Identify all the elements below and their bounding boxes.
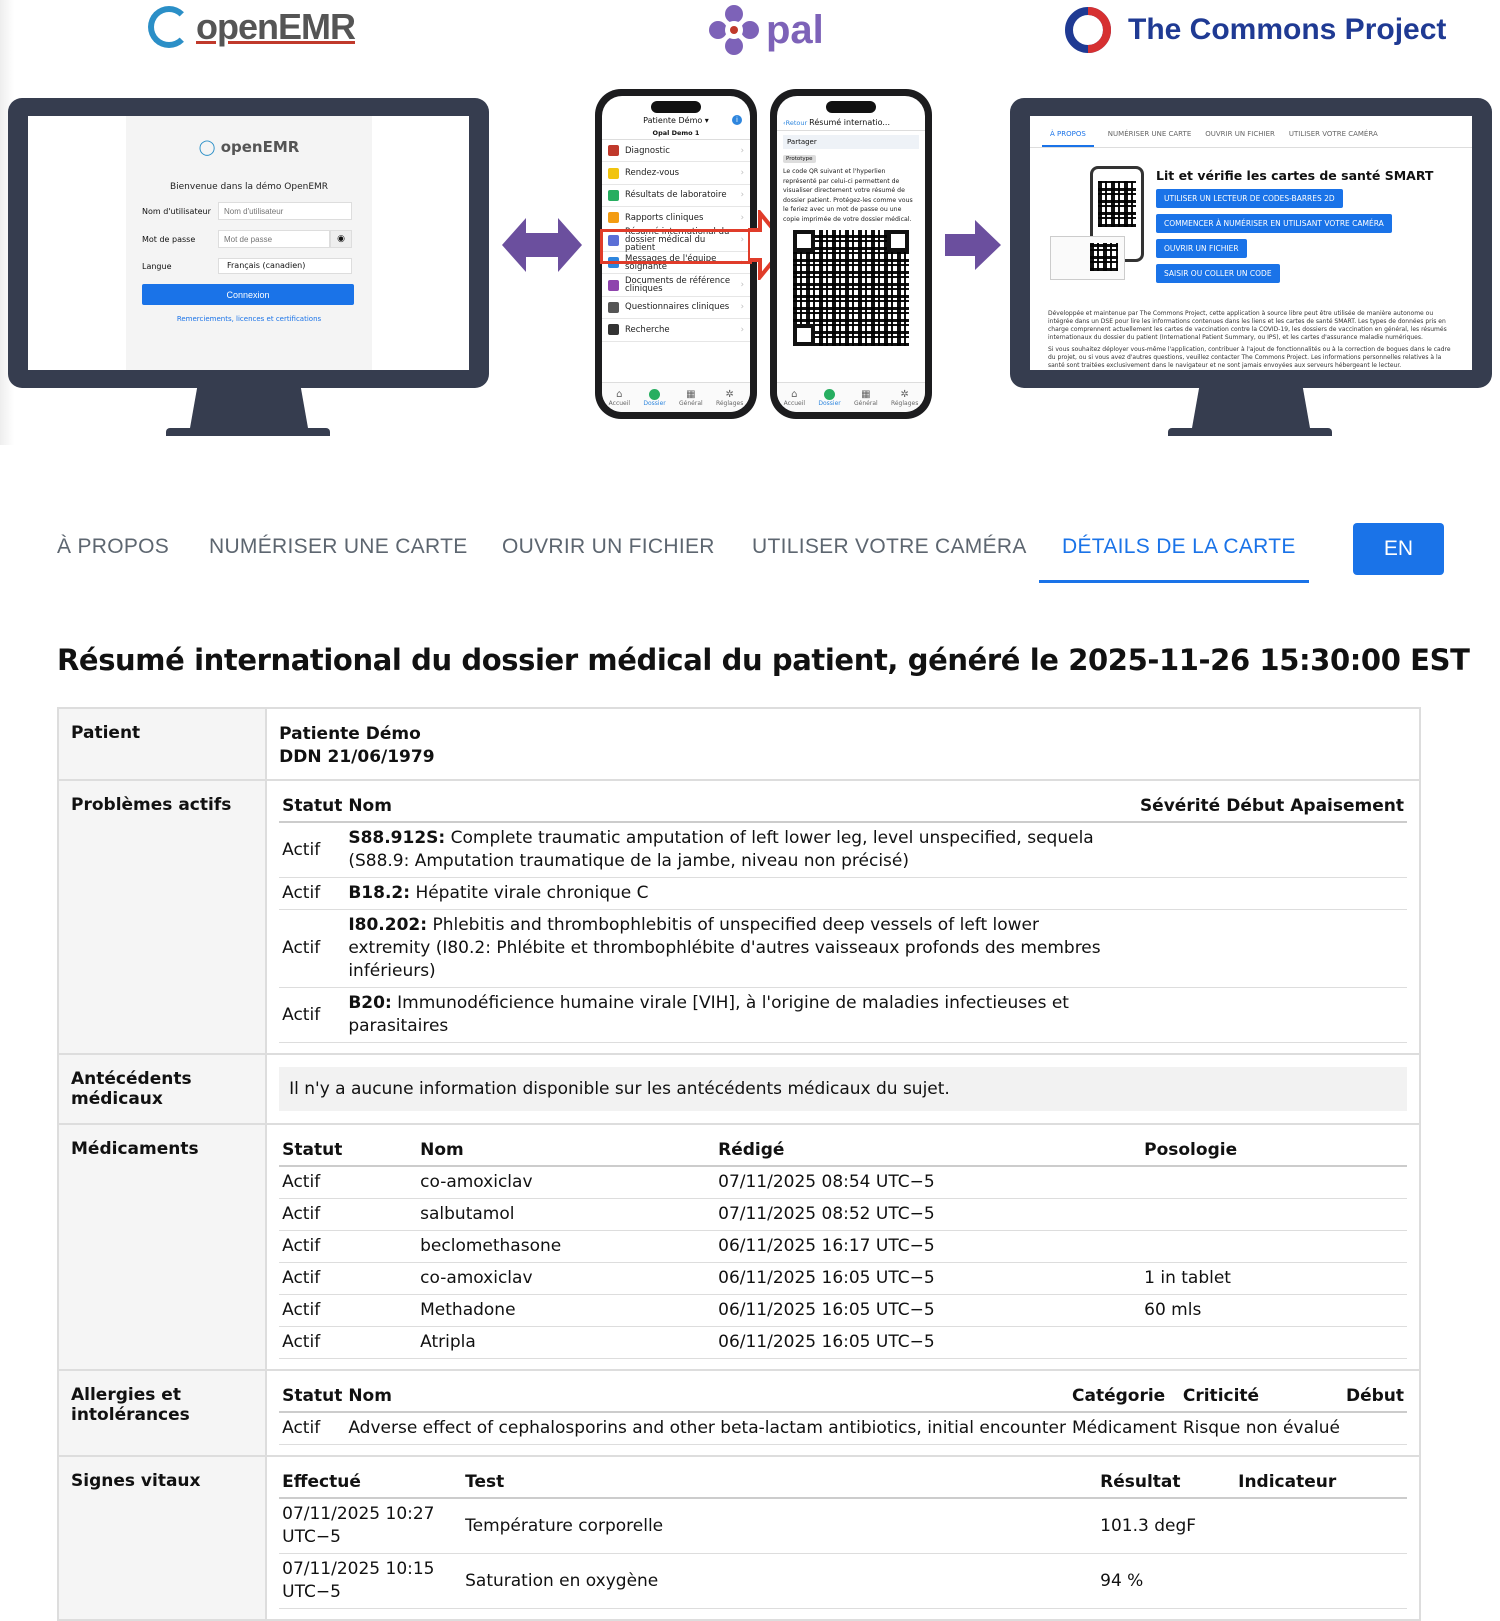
clipboard-icon	[608, 302, 619, 313]
col-result: Résultat	[1097, 1467, 1235, 1498]
allergies-value	[266, 1370, 1420, 1456]
vital-flag-cell	[1235, 1554, 1407, 1609]
page-title: Résumé international du dossier médical du patient, généré le 2025-11-26 15:30:00 EST	[57, 643, 1470, 677]
allergies-table	[279, 1381, 1407, 1445]
openemr-ring-icon	[148, 6, 190, 48]
prototype-badge: Prototype	[783, 155, 816, 163]
table-row	[279, 1263, 1407, 1295]
table-row	[279, 1498, 1407, 1554]
tab-home[interactable]: ⌂ Accueil	[608, 388, 631, 407]
grid-icon: ▦	[686, 388, 696, 400]
tab-about[interactable]: À PROPOS	[57, 535, 170, 558]
openemr-language-row	[142, 258, 372, 274]
allergy-category-cell: Médicament	[1069, 1412, 1180, 1445]
stethoscope-icon	[608, 145, 619, 156]
vital-flag-cell	[1235, 1498, 1407, 1554]
table-row	[279, 1412, 1407, 1445]
chevron-right-icon: ›	[740, 324, 744, 335]
gear-icon: ✲	[900, 388, 909, 400]
openemr-username-input[interactable]	[218, 202, 352, 220]
vitals-value	[266, 1456, 1420, 1620]
patient-row	[58, 708, 1420, 780]
share-button[interactable]: Partager	[783, 135, 919, 149]
chevron-right-icon: ›	[740, 302, 744, 313]
problems-row	[58, 780, 1420, 1054]
col-test: Test	[462, 1467, 1097, 1498]
med-dose-cell: 60 mls	[1141, 1295, 1407, 1327]
med-name-cell: Methadone	[417, 1295, 715, 1327]
active-tab-indicator	[1039, 580, 1309, 583]
med-name-cell: beclomethasone	[417, 1231, 715, 1263]
highlight-box	[600, 229, 752, 264]
opal-menu-label: Rendez-vous	[625, 168, 680, 179]
table-row	[279, 1231, 1407, 1263]
problem-description: Phlebitis and thrombophlebitis of unspecified deep vessels of left lower extremity (I80.2: Phlébite et thrombophlébite d'autres vaisseaux profonds des membres inférieurs)	[348, 915, 1101, 981]
problem-code: B18.2:	[348, 883, 411, 903]
commons-logo-text: The Commons Project	[1128, 13, 1447, 46]
openemr-username-label: Nom d'utilisateur	[142, 206, 211, 216]
commons-description: Développée et maintenue par The Commons Project, cette application à source libre peut être utilisée de manière autonome ou intégrée dans un DSE pour lire les informations contenues dans les liens et les cartes de santé SMART. Les types de données pris en charge comprennent actuellement les cartes de vaccination contre la COVID-19, les dossiers de vaccination en général, les résumés internationaux du dossier du patient (International Patient Summary, ou IPS), et les cartes d'assurance maladie numériques.	[1048, 310, 1447, 341]
opal-qr-header	[777, 118, 925, 131]
col-name: Nom	[345, 1381, 1069, 1412]
folder-icon	[608, 212, 619, 223]
col-flag: Indicateur	[1235, 1467, 1407, 1498]
col-dosage: Posologie	[1141, 1135, 1407, 1166]
med-date-cell: 06/11/2025 16:05 UTC−5	[715, 1295, 1141, 1327]
openemr-language-label: Langue	[142, 261, 172, 271]
open-file-button[interactable]: OUVRIR UN FICHIER	[1156, 239, 1247, 258]
status-cell: Actif	[279, 988, 345, 1043]
problem-code: I80.202:	[348, 915, 428, 935]
med-status-cell: Actif	[279, 1263, 417, 1295]
table-row	[279, 1199, 1407, 1231]
qr-finder	[887, 230, 909, 252]
chevron-right-icon: ›	[740, 212, 744, 223]
commons-hero	[1156, 168, 1433, 283]
openemr-password-row	[142, 230, 372, 248]
qr-finder	[793, 324, 815, 346]
chevron-right-icon: ›	[740, 190, 744, 201]
illustration-qr	[1098, 181, 1136, 227]
qr-code[interactable]	[793, 230, 909, 346]
med-name-cell: salbutamol	[417, 1199, 715, 1231]
opal-menu-item[interactable]	[602, 140, 750, 162]
openemr-login-panel	[126, 116, 372, 370]
top-banner	[0, 0, 1500, 445]
opal-qr-title: Résumé internatio...	[809, 118, 890, 127]
gear-icon: ✲	[725, 388, 734, 400]
medications-value	[266, 1124, 1420, 1370]
monitor-base-right	[1168, 428, 1332, 436]
opal-menu-item[interactable]	[602, 319, 750, 341]
chevron-right-icon: ›	[740, 145, 744, 156]
tab-settings[interactable]: ✲ Réglages	[890, 388, 919, 407]
allergies-row	[58, 1370, 1420, 1456]
openemr-username-row	[142, 202, 372, 220]
commons-screen	[1030, 116, 1472, 370]
problems-label: Problèmes actifs	[58, 780, 266, 1054]
med-dose-cell	[1141, 1327, 1407, 1359]
med-status-cell: Actif	[279, 1327, 417, 1359]
table-row	[279, 910, 1407, 988]
opal-subheader: Opal Demo 1	[602, 129, 750, 140]
col-status: Statut	[279, 1135, 417, 1166]
dossier-icon	[824, 389, 835, 400]
opal-tabbar	[777, 382, 925, 412]
chevron-right-icon: ›	[740, 235, 744, 246]
opal-menu-item[interactable]	[602, 185, 750, 207]
vitals-row	[58, 1456, 1420, 1620]
info-icon[interactable]: i	[732, 115, 742, 125]
opal-menu-label: Recherche	[625, 324, 670, 335]
problem-name-cell	[345, 910, 1407, 988]
opal-menu-item[interactable]	[602, 162, 750, 184]
openemr-login-logo: ◯ openEMR	[198, 138, 300, 156]
allergy-criticality-cell: Risque non évalué	[1180, 1412, 1343, 1445]
eye-icon[interactable]: ◉	[330, 230, 352, 248]
opal-menu-label: Résumé international du dossier médical du patient	[625, 227, 730, 254]
phone-notch	[826, 101, 876, 113]
table-row	[279, 878, 1407, 910]
openemr-logo	[148, 6, 355, 48]
home-icon: ⌂	[616, 388, 623, 400]
opal-phone-qr	[770, 89, 932, 419]
med-date-cell: 06/11/2025 16:17 UTC−5	[715, 1231, 1141, 1263]
col-onset: Début	[1223, 791, 1287, 822]
opal-menu-label: Diagnostic	[625, 145, 670, 156]
table-row	[279, 988, 1407, 1043]
patient-label: Patient	[58, 708, 266, 780]
opal-menu-label: Documents de référence cliniques	[625, 276, 731, 295]
vitals-table	[279, 1467, 1407, 1609]
small-tab-camera[interactable]: UTILISER VOTRE CAMÉRA	[1288, 130, 1378, 138]
vital-test-cell: Saturation en oxygène	[462, 1554, 1097, 1609]
openemr-welcome: Bienvenue dans la démo OpenEMR	[169, 182, 329, 192]
openemr-language-select[interactable]: Français (canadien)	[218, 258, 352, 274]
chevron-right-icon: ›	[740, 280, 744, 291]
table-row	[279, 1166, 1407, 1199]
allergies-label: Allergies et intolérances	[58, 1370, 266, 1456]
problem-name-cell	[345, 988, 1407, 1043]
medications-table	[279, 1135, 1407, 1359]
col-onset: Début	[1343, 1381, 1407, 1412]
home-icon: ⌂	[791, 388, 798, 400]
problem-code: S88.912S:	[348, 828, 446, 848]
openemr-password-input[interactable]	[218, 230, 330, 248]
opal-logo	[708, 4, 824, 56]
tab-dossier[interactable]: Dossier	[818, 389, 840, 407]
openemr-login-button[interactable]: Connexion	[142, 284, 354, 305]
table-row	[279, 1295, 1407, 1327]
opal-phone-qr-screen	[777, 96, 925, 412]
opal-menu-label: Résultats de laboratoire	[625, 190, 727, 201]
back-link[interactable]: ‹Retour	[783, 118, 808, 127]
tab-settings[interactable]: ✲ Réglages	[715, 388, 744, 407]
vital-result-cell: 101.3 degF	[1097, 1498, 1235, 1554]
openemr-monitor	[8, 98, 489, 388]
flask-icon	[608, 190, 619, 201]
col-category: Catégorie	[1069, 1381, 1180, 1412]
monitor-base-left	[166, 428, 330, 436]
main-tabs	[0, 520, 1500, 582]
opal-logo-text: pal	[766, 7, 824, 52]
ips-summary-table	[57, 707, 1421, 1621]
med-name-cell: Atripla	[417, 1327, 715, 1359]
table-row	[279, 822, 1407, 878]
small-tab-file[interactable]: OUVRIR UN FICHIER	[1205, 130, 1275, 138]
commons-small-tabs	[1030, 116, 1472, 148]
med-status-cell: Actif	[279, 1231, 417, 1263]
monitor-stand-left	[190, 388, 308, 428]
med-date-cell: 07/11/2025 08:52 UTC−5	[715, 1199, 1141, 1231]
illustration-qr	[1090, 243, 1118, 271]
openemr-logo-text: openEMR	[196, 6, 355, 47]
grid-icon: ▦	[861, 388, 871, 400]
calendar-icon	[608, 168, 619, 179]
problem-name-cell	[345, 878, 1407, 910]
tab-open-file[interactable]: OUVRIR UN FICHIER	[502, 535, 715, 558]
problems-value	[266, 780, 1420, 1054]
allergy-name-cell: Adverse effect of cephalosporins and other beta-lactam antibiotics, initial encounter	[345, 1412, 1069, 1445]
opal-tabbar	[602, 382, 750, 412]
col-name: Nom	[417, 1135, 715, 1166]
commons-heading: Lit et vérifie les cartes de santé SMART	[1156, 168, 1434, 183]
col-severity: Sévérité	[1137, 791, 1223, 822]
problems-table	[279, 791, 1407, 1043]
problem-name-cell	[345, 822, 1407, 878]
opal-patient-selector[interactable]: Patiente Démo ▾	[643, 116, 709, 125]
col-abatement: Apaisement	[1287, 791, 1407, 822]
vital-date-cell: 07/11/2025 10:15 UTC−5	[279, 1554, 462, 1609]
col-written: Rédigé	[715, 1135, 1141, 1166]
right-arrow-icon	[945, 220, 1001, 270]
history-row	[58, 1054, 1420, 1124]
opal-menu-label: Rapports cliniques	[625, 212, 704, 223]
tab-use-camera[interactable]: UTILISER VOTRE CAMÉRA	[752, 535, 1027, 558]
small-tab-about[interactable]: À PROPOS	[1042, 130, 1094, 147]
med-dose-cell	[1141, 1166, 1407, 1199]
commons-ring-icon	[1064, 6, 1112, 54]
opal-qr-description: Le code QR suivant et l'hyperlien représenté par celui-ci permettent de visualiser directement votre résumé de dossier patient. Protégez-les comme vous le feriez avec un mot de passe ou une copie imprimée de votre dossier médical.	[783, 168, 913, 223]
vital-date-cell: 07/11/2025 10:27 UTC−5	[279, 1498, 462, 1554]
vitals-label: Signes vitaux	[58, 1456, 266, 1620]
history-value	[266, 1054, 1420, 1124]
patient-value	[266, 708, 1420, 780]
microscope-icon	[608, 324, 619, 335]
openemr-login-ring-icon: ◯	[198, 138, 216, 156]
barcode-reader-button[interactable]: UTILISER UN LECTEUR DE CODES-BARRES 2D	[1156, 189, 1343, 208]
tab-card-details[interactable]: DÉTAILS DE LA CARTE	[1062, 535, 1296, 558]
double-arrow-icon	[502, 218, 582, 272]
med-status-cell: Actif	[279, 1199, 417, 1231]
start-camera-button[interactable]: COMMENCER À NUMÉRISER EN UTILISANT VOTRE CAMÉRA	[1156, 214, 1392, 233]
medications-row	[58, 1124, 1420, 1370]
chevron-right-icon: ›	[740, 257, 744, 268]
commons-logo	[1064, 6, 1446, 54]
chevron-left-icon: ‹	[783, 118, 786, 127]
tab-scan-card[interactable]: NUMÉRISER UNE CARTE	[209, 535, 468, 558]
openemr-screen	[28, 116, 469, 370]
col-name: Nom	[345, 791, 1137, 822]
problem-description: Immunodéficience humaine virale [VIH], à l'origine de maladies infectieuses et parasitaires	[348, 993, 1069, 1036]
commons-buttons	[1156, 183, 1433, 283]
tab-home[interactable]: ⌂ Accueil	[783, 388, 806, 407]
tab-general[interactable]: ▦ Général	[854, 388, 878, 407]
col-status: Statut	[279, 1381, 345, 1412]
commons-monitor	[1010, 98, 1492, 388]
book-icon	[608, 280, 619, 291]
col-performed: Effectué	[279, 1467, 462, 1498]
tab-dossier[interactable]: Dossier	[643, 389, 665, 407]
dossier-icon	[649, 389, 660, 400]
vital-test-cell: Température corporelle	[462, 1498, 1097, 1554]
tab-general[interactable]: ▦ Général	[679, 388, 703, 407]
med-name-cell: co-amoxiclav	[417, 1263, 715, 1295]
table-row	[279, 1554, 1407, 1609]
med-date-cell: 06/11/2025 16:05 UTC−5	[715, 1327, 1141, 1359]
language-toggle-button[interactable]: EN	[1353, 523, 1444, 575]
card-illustration	[1050, 236, 1125, 280]
paste-code-button[interactable]: SAISIR OU COLLER UN CODE	[1156, 264, 1280, 283]
col-status: Statut	[279, 791, 345, 822]
history-empty-message: Il n'y a aucune information disponible sur les antécédents médicaux du sujet.	[279, 1067, 1407, 1111]
history-label: Antécédents médicaux	[58, 1054, 266, 1124]
med-date-cell: 07/11/2025 08:54 UTC−5	[715, 1166, 1141, 1199]
medications-label: Médicaments	[58, 1124, 266, 1370]
med-dose-cell	[1141, 1199, 1407, 1231]
problem-description: Hépatite virale chronique C	[415, 883, 649, 903]
opal-menu-label: Messages de l'équipe soignante	[625, 253, 717, 272]
med-name-cell: co-amoxiclav	[417, 1166, 715, 1199]
status-cell: Actif	[279, 910, 345, 988]
phone-notch	[651, 101, 701, 113]
opal-menu-item[interactable]	[602, 274, 750, 296]
monitor-stand-right	[1192, 388, 1310, 428]
opal-menu-label: Questionnaires cliniques	[625, 302, 730, 313]
commons-contact: Si vous souhaitez déployer vous-même l'application, contribuer à l'ajout de fonctionnalités ou à la correction de bogues dans le cadre du projet, ou si vous avez d'autres questions, veuillez contacter The Commons Project. Les informations personnelles relatives à la santé sont traitées exclusivement dans le navigateur et ne sont jamais envoyées aux serveurs hébergeant le lecteur.	[1048, 346, 1451, 369]
problem-description: Complete traumatic amputation of left lower leg, level unspecified, sequela (S88.9: Amputation traumatique de la jambe, niveau non précisé)	[348, 828, 1094, 871]
opal-flower-icon	[708, 4, 760, 56]
patient-name: Patiente Démo	[279, 724, 421, 744]
med-status-cell: Actif	[279, 1295, 417, 1327]
chevron-right-icon: ›	[740, 168, 744, 179]
vital-result-cell: 94 %	[1097, 1554, 1235, 1609]
small-tab-scan[interactable]: NUMÉRISER UNE CARTE	[1107, 130, 1192, 138]
openemr-credits-link[interactable]: Remerciements, licences et certifications	[176, 315, 322, 323]
med-date-cell: 06/11/2025 16:05 UTC−5	[715, 1263, 1141, 1295]
opal-menu-item[interactable]	[602, 297, 750, 319]
med-dose-cell: 1 in tablet	[1141, 1263, 1407, 1295]
problem-code: B20:	[348, 993, 392, 1013]
allergy-onset-cell	[1343, 1412, 1407, 1445]
table-row	[279, 1327, 1407, 1359]
med-dose-cell	[1141, 1231, 1407, 1263]
col-criticality: Criticité	[1180, 1381, 1343, 1412]
patient-dob: DDN 21/06/1979	[279, 747, 435, 767]
status-cell: Actif	[279, 878, 345, 910]
status-cell: Actif	[279, 822, 345, 878]
allergy-status-cell: Actif	[279, 1412, 345, 1445]
med-status-cell: Actif	[279, 1166, 417, 1199]
openemr-password-label: Mot de passe	[142, 234, 196, 244]
qr-finder	[793, 230, 815, 252]
